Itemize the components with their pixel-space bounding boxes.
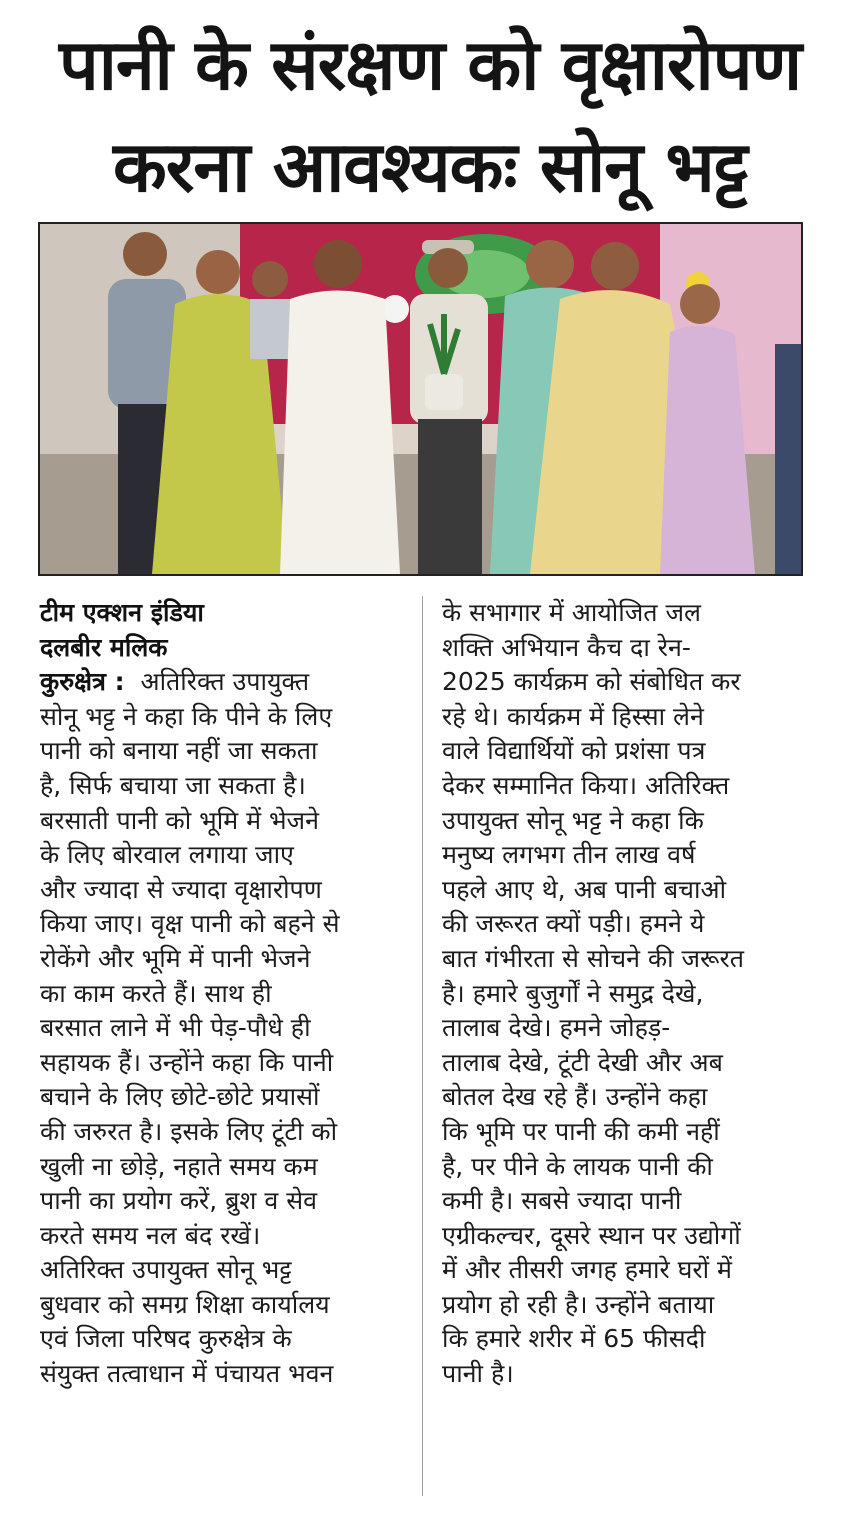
article-line: बरसाती पानी को भूमि में भेजने [40, 805, 319, 835]
article-line: अतिरिक्त उपायुक्त सोनू भट्ट [40, 1255, 292, 1285]
photo-illustration [40, 224, 801, 574]
article-line-text: अतिरिक्त उपायुक्त [140, 667, 310, 697]
article-line: है, पर पीने के लायक पानी की [442, 1151, 713, 1181]
article-line: पहले आए थे, अब पानी बचाओ [442, 874, 727, 904]
article-line: के सभागार में आयोजित जल [442, 598, 701, 627]
article-line: एवं जिला परिषद कुरुक्षेत्र के [40, 1324, 292, 1354]
article-line: की जरुरत है। इसके लिए टूंटी को [40, 1116, 338, 1146]
article-line: वाले विद्यार्थियों को प्रशंसा पत्र [442, 736, 706, 766]
column-divider [422, 596, 423, 1496]
article-line: मनुष्य लगभग तीन लाख वर्ष [442, 840, 696, 870]
article-line: बोतल देख रहे हैं। उन्होंने कहा [442, 1082, 708, 1112]
article-column-right [442, 596, 837, 1392]
article-line: किया जाए। वृक्ष पानी को बहने से [40, 909, 340, 939]
article-line: का काम करते हैं। साथ ही [40, 978, 272, 1008]
article-line: सोनू भट्ट ने कहा कि पीने के लिए [40, 701, 333, 731]
article-line: एग्रीकल्चर, दूसरे स्थान पर उद्योगों [442, 1220, 741, 1250]
article-line: 2025 कार्यक्रम को संबोधित कर [442, 667, 741, 697]
article-line: कि भूमि पर पानी की कमी नहीं [442, 1116, 720, 1146]
byline-agency: टीम एक्शन इंडिया [40, 598, 204, 627]
headline [20, 14, 840, 218]
article-line: की जरूरत क्यों पड़ी। हमने ये [442, 909, 705, 939]
article-line: कि हमारे शरीर में 65 फीसदी [442, 1324, 706, 1354]
headline-line-2: करना आवश्यकः सोनू भट्ट [113, 126, 747, 208]
article-line: करते समय नल बंद रखें। [40, 1220, 261, 1250]
article-line: है, सिर्फ बचाया जा सकता है। [40, 770, 306, 800]
article-line: सहायक हैं। उन्होंने कहा कि पानी [40, 1047, 334, 1077]
article-line: उपायुक्त सोनू भट्ट ने कहा कि [442, 805, 704, 835]
article-line: तालाब देखे, टूंटी देखी और अब [442, 1047, 723, 1077]
article-line: कमी है। सबसे ज्यादा पानी [442, 1186, 682, 1216]
dateline: कुरुक्षेत्र : [40, 667, 125, 697]
article-line: प्रयोग हो रही है। उन्होंने बताया [442, 1289, 715, 1319]
article-line: पानी को बनाया नहीं जा सकता [40, 736, 318, 766]
byline-reporter: दलबीर मलिक [40, 632, 168, 662]
article-column-left [40, 596, 420, 1392]
article-line: में और तीसरी जगह हमारे घरों में [442, 1255, 733, 1285]
article-line: खुली ना छोड़े, नहाते समय कम [40, 1151, 318, 1181]
news-photo [38, 222, 803, 576]
article-line: पानी का प्रयोग करें, ब्रुश व सेव [40, 1186, 318, 1216]
article-line: संयुक्त तत्वाधान में पंचायत भवन [40, 1359, 334, 1389]
article-line: तालाब देखे। हमने जोहड़- [442, 1013, 671, 1043]
article-line: के लिए बोरवाल लगाया जाए [40, 840, 294, 870]
article-line: रहे थे। कार्यक्रम में हिस्सा लेने [442, 701, 704, 731]
article-line: शक्ति अभियान कैच दा रेन- [442, 632, 691, 662]
article-line: और ज्यादा से ज्यादा वृक्षारोपण [40, 874, 322, 904]
article-line: बरसात लाने में भी पेड़-पौधे ही [40, 1013, 311, 1043]
article-line: देकर सम्मानित किया। अतिरिक्त [442, 770, 730, 800]
article-line: पानी है। [442, 1359, 514, 1389]
article-line: बचाने के लिए छोटे-छोटे प्रयासों [40, 1082, 320, 1112]
article-line [40, 665, 420, 700]
article-line: बात गंभीरता से सोचने की जरूरत [442, 943, 744, 973]
article-line: है। हमारे बुजुर्गों ने समुद्र देखे, [442, 978, 704, 1008]
article-line: रोकेंगे और भूमि में पानी भेजने [40, 943, 311, 973]
article-line: बुधवार को समग्र शिक्षा कार्यालय [40, 1289, 330, 1319]
headline-line-1: पानी के संरक्षण को वृक्षारोपण [58, 24, 802, 106]
